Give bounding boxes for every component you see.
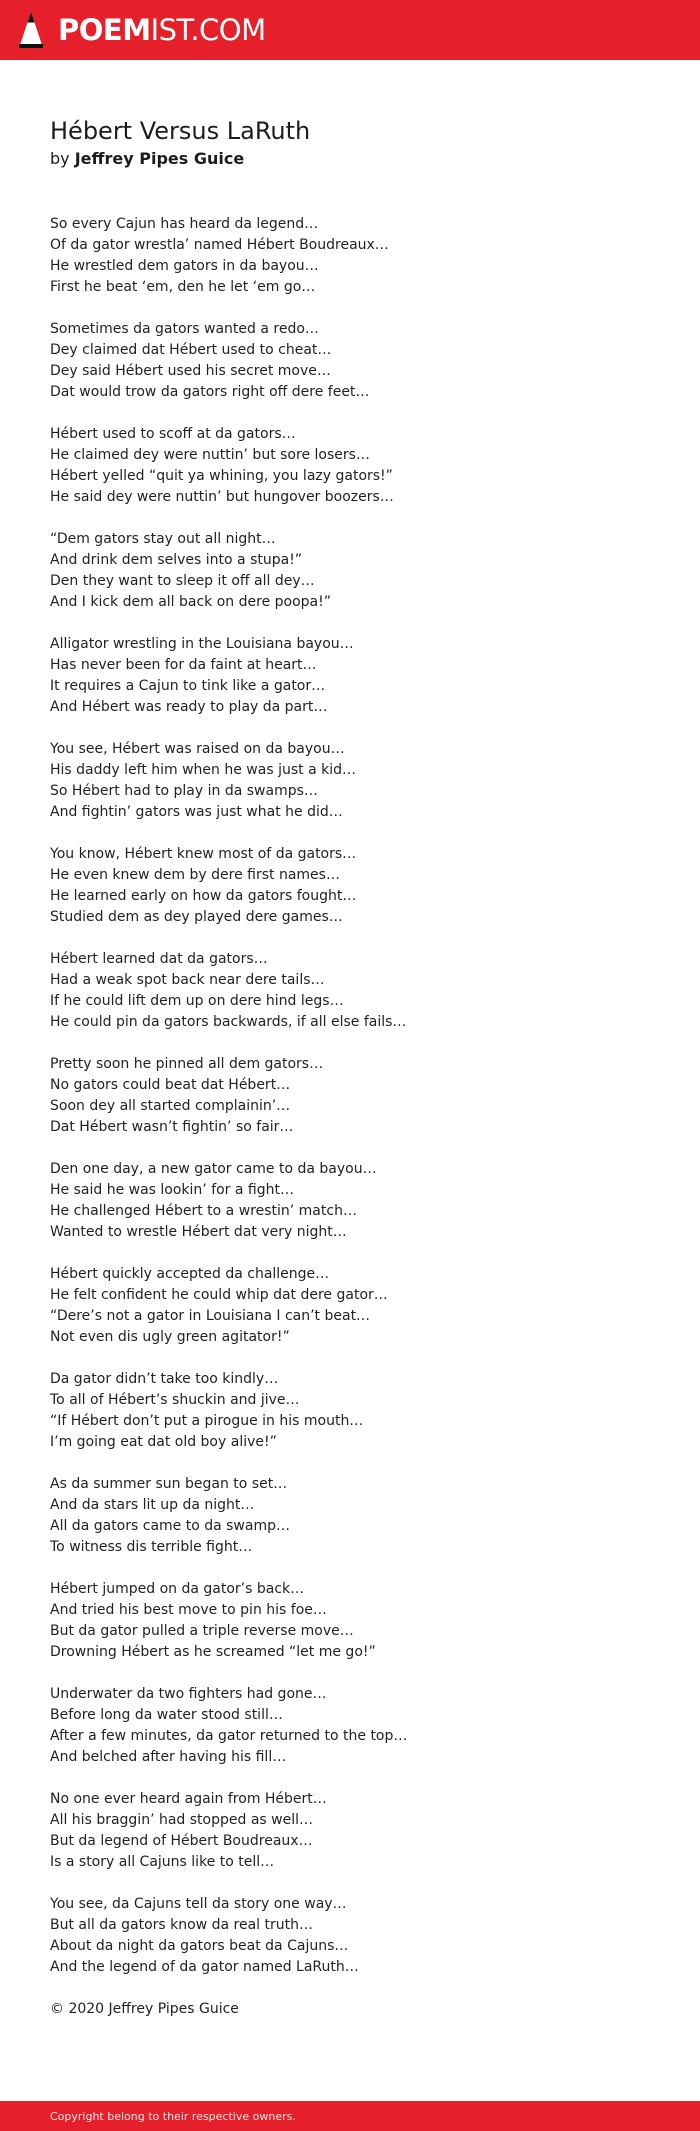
poem-stanza bbox=[50, 1684, 660, 1768]
poem-line: I’m going eat dat old boy alive!” bbox=[50, 1434, 277, 1450]
poem-line: Alligator wrestling in the Louisiana bayou… bbox=[50, 636, 354, 652]
poem-stanza bbox=[50, 1159, 660, 1243]
poem-line: Den they want to sleep it off all dey… bbox=[50, 573, 315, 589]
poem-line: “Dere’s not a gator in Louisiana I can’t beat… bbox=[50, 1308, 371, 1324]
poem-line: And fightin’ gators was just what he did… bbox=[50, 804, 343, 820]
poem-line: Pretty soon he pinned all dem gators… bbox=[50, 1056, 324, 1072]
poem-copyright: © 2020 Jeffrey Pipes Guice bbox=[50, 2001, 239, 2017]
poem-line: To witness dis terrible fight… bbox=[50, 1539, 253, 1555]
poem-line: And da stars lit up da night… bbox=[50, 1497, 255, 1513]
poem-line: He could pin da gators backwards, if all else fails… bbox=[50, 1014, 407, 1030]
poem-line: He even knew dem by dere first names… bbox=[50, 867, 340, 883]
poem-line: And drink dem selves into a stupa!” bbox=[50, 552, 303, 568]
poem-line: His daddy left him when he was just a kid… bbox=[50, 762, 356, 778]
poem-byline bbox=[50, 148, 660, 170]
site-logo-link[interactable] bbox=[18, 10, 266, 50]
poem-content bbox=[50, 114, 660, 2020]
poem-line: You know, Hébert knew most of da gators… bbox=[50, 846, 357, 862]
poem-stanza bbox=[50, 1369, 660, 1453]
poem-line: So every Cajun has heard da legend… bbox=[50, 216, 319, 232]
poem-stanza bbox=[50, 1054, 660, 1138]
poem-stanza bbox=[50, 1474, 660, 1558]
poem-line: Of da gator wrestla’ named Hébert Boudreaux… bbox=[50, 237, 389, 253]
poem-line: You see, da Cajuns tell da story one way… bbox=[50, 1896, 347, 1912]
poem-line: Hébert jumped on da gator’s back… bbox=[50, 1581, 305, 1597]
poem-line: But all da gators know da real truth… bbox=[50, 1917, 313, 1933]
poem-stanza bbox=[50, 949, 660, 1033]
poem-line: He wrestled dem gators in da bayou… bbox=[50, 258, 319, 274]
poem-line: Dat Hébert wasn’t fightin’ so fair… bbox=[50, 1119, 294, 1135]
poem-stanza bbox=[50, 529, 660, 613]
poem-line: He challenged Hébert to a wrestin’ match… bbox=[50, 1203, 357, 1219]
poem-line: And belched after having his fill… bbox=[50, 1749, 287, 1765]
poem-line: Wanted to wrestle Hébert dat very night… bbox=[50, 1224, 347, 1240]
poem-line: He learned early on how da gators fought… bbox=[50, 888, 357, 904]
poem-line: And Hébert was ready to play da part… bbox=[50, 699, 328, 715]
poem-line: And tried his best move to pin his foe… bbox=[50, 1602, 327, 1618]
poem-line: You see, Hébert was raised on da bayou… bbox=[50, 741, 345, 757]
pencil-icon bbox=[18, 10, 44, 50]
poem-line: Has never been for da faint at heart… bbox=[50, 657, 317, 673]
poem-line: Dey said Hébert used his secret move… bbox=[50, 363, 331, 379]
poem-line: Hébert yelled “quit ya whining, you lazy gators!” bbox=[50, 468, 393, 484]
poem-line: Den one day, a new gator came to da bayou… bbox=[50, 1161, 377, 1177]
by-label: by bbox=[50, 149, 70, 168]
poem-line: He said he was lookin’ for a fight… bbox=[50, 1182, 294, 1198]
poem-line: Had a weak spot back near dere tails… bbox=[50, 972, 325, 988]
poem-line: Studied dem as dey played dere games… bbox=[50, 909, 343, 925]
footer-copyright-text: Copyright belong to their respective owners. bbox=[50, 2109, 296, 2123]
poem-line: Before long da water stood still… bbox=[50, 1707, 283, 1723]
poem-line: Soon dey all started complainin’… bbox=[50, 1098, 291, 1114]
poem-line: Hébert quickly accepted da challenge… bbox=[50, 1266, 330, 1282]
poem-stanza bbox=[50, 1264, 660, 1348]
poem-stanza bbox=[50, 214, 660, 298]
poem-line: And the legend of da gator named LaRuth… bbox=[50, 1959, 359, 1975]
poem-line: No gators could beat dat Hébert… bbox=[50, 1077, 291, 1093]
poem-author: Jeffrey Pipes Guice bbox=[74, 149, 245, 168]
poem-stanza bbox=[50, 739, 660, 823]
poem-stanza bbox=[50, 634, 660, 718]
poem-line: To all of Hébert’s shuckin and jive… bbox=[50, 1392, 300, 1408]
logo-light-part: IST.COM bbox=[150, 12, 266, 47]
poem-line: He said dey were nuttin’ but hungover boozers… bbox=[50, 489, 394, 505]
site-footer bbox=[0, 2101, 700, 2131]
poem-line: If he could lift dem up on dere hind legs… bbox=[50, 993, 344, 1009]
logo-bold-part: POEM bbox=[58, 12, 151, 47]
poem-line: Dat would trow da gators right off dere feet… bbox=[50, 384, 370, 400]
poem-title: Hébert Versus LaRuth bbox=[50, 117, 311, 145]
poem-line: Da gator didn’t take too kindly… bbox=[50, 1371, 279, 1387]
site-logo-text bbox=[58, 12, 266, 47]
poem-line: All his braggin’ had stopped as well… bbox=[50, 1812, 313, 1828]
poem-line: Hébert learned dat da gators… bbox=[50, 951, 268, 967]
poem-stanza bbox=[50, 1789, 660, 1873]
site-header bbox=[0, 0, 700, 60]
poem-line: After a few minutes, da gator returned to the top… bbox=[50, 1728, 408, 1744]
poem-line: And I kick dem all back on dere poopa!” bbox=[50, 594, 331, 610]
poem-line: Underwater da two fighters had gone… bbox=[50, 1686, 327, 1702]
poem-line: “If Hébert don’t put a pirogue in his mouth… bbox=[50, 1413, 364, 1429]
poem-line: But da gator pulled a triple reverse move… bbox=[50, 1623, 354, 1639]
poem-line: All da gators came to da swamp… bbox=[50, 1518, 290, 1534]
poem-line: He felt confident he could whip dat dere gator… bbox=[50, 1287, 388, 1303]
poem-line: First he beat ‘em, den he let ‘em go… bbox=[50, 279, 316, 295]
poem-line: So Hébert had to play in da swamps… bbox=[50, 783, 318, 799]
poem-stanza bbox=[50, 424, 660, 508]
poem-line: It requires a Cajun to tink like a gator… bbox=[50, 678, 326, 694]
poem-line: Drowning Hébert as he screamed “let me go!” bbox=[50, 1644, 376, 1660]
poem-line: Not even dis ugly green agitator!” bbox=[50, 1329, 290, 1345]
poem-stanza bbox=[50, 1579, 660, 1663]
poem-line: He claimed dey were nuttin’ but sore losers… bbox=[50, 447, 370, 463]
poem-stanza bbox=[50, 844, 660, 928]
poem-line: “Dem gators stay out all night… bbox=[50, 531, 276, 547]
poem-line: Dey claimed dat Hébert used to cheat… bbox=[50, 342, 332, 358]
poem-line: Is a story all Cajuns like to tell… bbox=[50, 1854, 275, 1870]
poem-line: Hébert used to scoff at da gators… bbox=[50, 426, 296, 442]
poem-line: But da legend of Hébert Boudreaux… bbox=[50, 1833, 313, 1849]
poem-line: Sometimes da gators wanted a redo… bbox=[50, 321, 319, 337]
poem-line: No one ever heard again from Hébert… bbox=[50, 1791, 327, 1807]
poem-stanza bbox=[50, 1894, 660, 1978]
poem-stanza bbox=[50, 319, 660, 403]
poem-line: About da night da gators beat da Cajuns… bbox=[50, 1938, 349, 1954]
poem-body bbox=[50, 214, 660, 1978]
poem-line: As da summer sun began to set… bbox=[50, 1476, 288, 1492]
